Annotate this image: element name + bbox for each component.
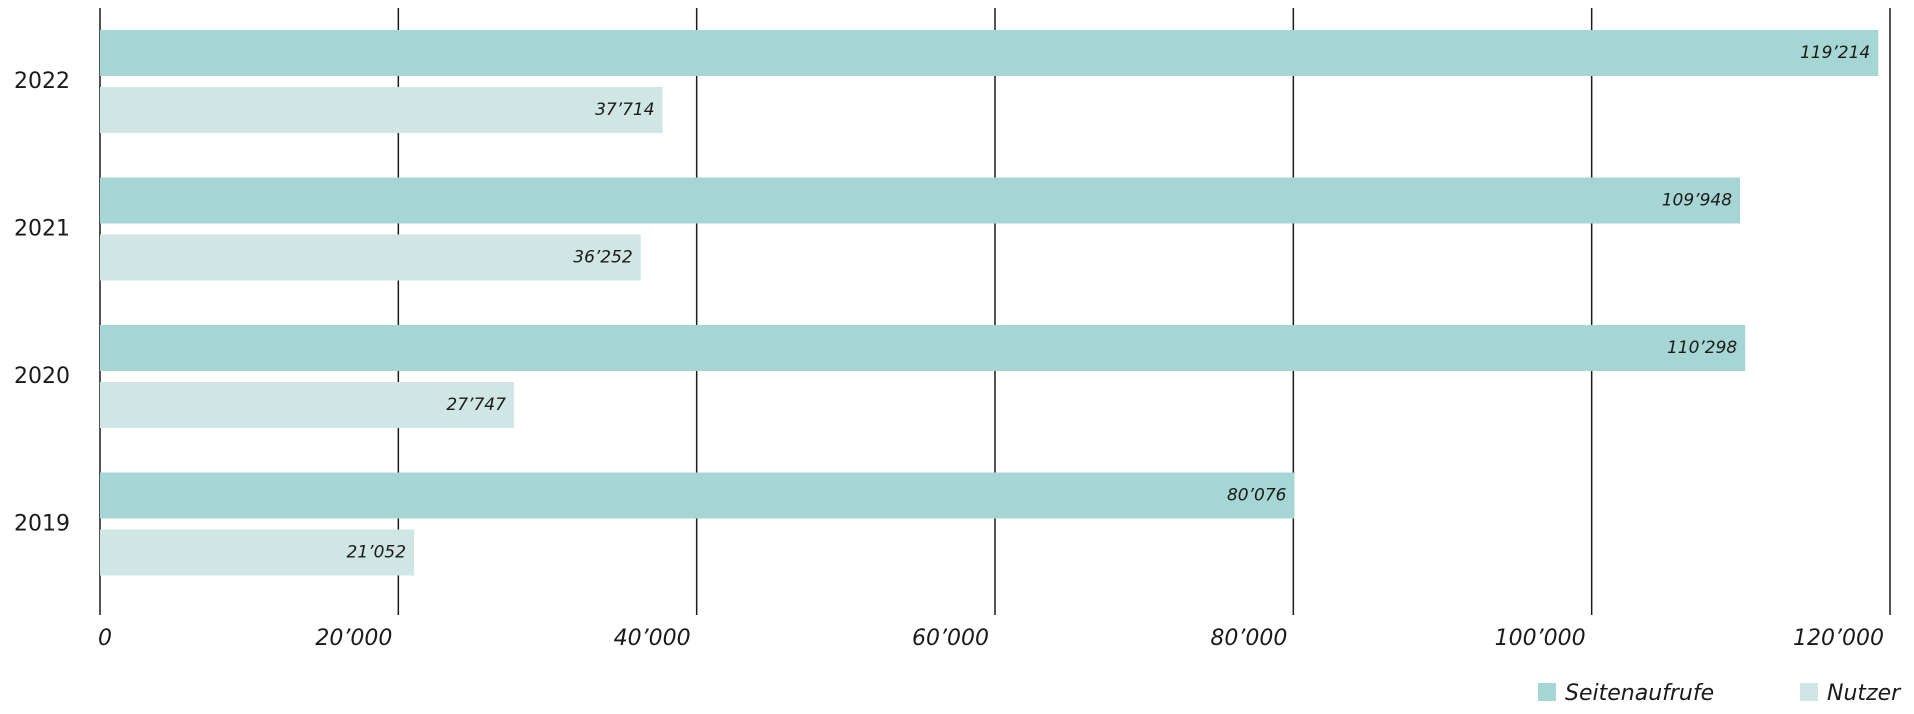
bar: [100, 30, 1878, 76]
x-tick-label: 80’000: [1210, 626, 1288, 652]
category-label: 2021: [14, 216, 70, 242]
data-label: 119’214: [1799, 43, 1871, 63]
x-tick-label: 100’000: [1494, 626, 1586, 652]
legend-label: Nutzer: [1827, 681, 1901, 706]
bar: [100, 178, 1740, 224]
bar: [100, 87, 663, 133]
x-tick-label: 0: [98, 626, 112, 652]
x-tick-label: 20’000: [315, 626, 393, 652]
x-axis-tick-labels: [98, 626, 1884, 651]
category-labels: [14, 69, 70, 537]
data-label: 36’252: [573, 247, 633, 268]
legend-swatch: [1800, 683, 1818, 701]
bars: [100, 30, 1878, 576]
data-label: 37’714: [595, 100, 655, 120]
category-label: 2019: [14, 511, 70, 537]
data-label: 27’747: [446, 395, 506, 415]
data-label: 110’298: [1666, 338, 1738, 358]
data-label: 21’052: [346, 542, 407, 563]
legend-swatch: [1538, 683, 1556, 701]
category-label: 2022: [14, 69, 70, 94]
legend-label: Seitenaufrufe: [1565, 681, 1715, 706]
data-label: 109’948: [1661, 190, 1733, 211]
bar: [100, 473, 1294, 519]
bar: [100, 325, 1745, 371]
bar: [100, 235, 641, 281]
category-label: 2020: [14, 364, 70, 389]
x-tick-label: 40’000: [613, 626, 691, 652]
legend: [1538, 681, 1902, 706]
data-label: 80’076: [1226, 485, 1287, 506]
x-tick-label: 60’000: [912, 626, 989, 652]
x-tick-label: 120’000: [1793, 626, 1884, 652]
